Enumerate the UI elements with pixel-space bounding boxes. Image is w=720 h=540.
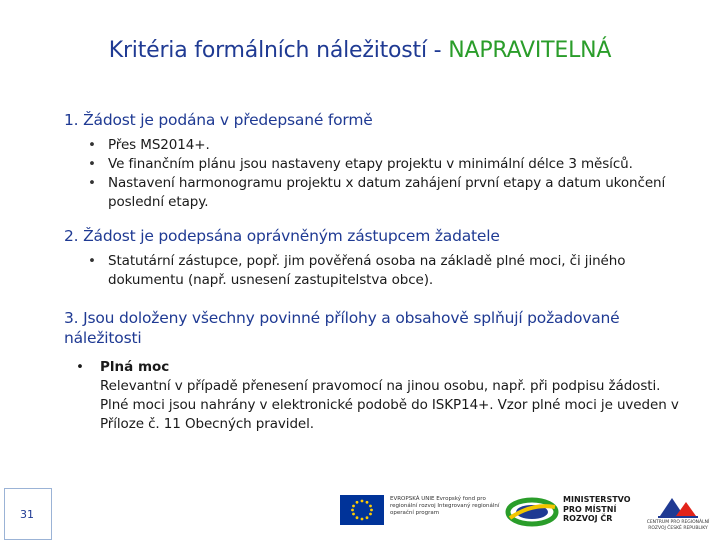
mmr-logo <box>505 493 635 533</box>
crr-emblem-icon <box>640 490 716 520</box>
mmr-emblem-icon <box>505 493 559 531</box>
section-heading-3: 3. Jsou doloženy všechny povinné přílohy a obsahově splňují požadované náležitosti <box>64 309 620 347</box>
page-number: 31 <box>20 508 34 521</box>
section-1-list <box>64 136 694 212</box>
crr-logo-text: CENTRUM PRO REGIONÁLNÍ ROZVOJ ČESKÉ REPUBLIKY <box>646 520 710 531</box>
section-heading-2: 2. Žádost je podepsána oprávněným zástupcem žadatele <box>64 227 500 245</box>
title-main: Kritéria formálních náležitostí - <box>108 38 449 63</box>
main-content <box>64 110 694 434</box>
eu-logo <box>340 493 500 533</box>
footer <box>0 488 720 540</box>
plna-moc-block <box>64 358 694 434</box>
list-item: • Přes MS2014+. <box>84 136 694 155</box>
title-accent: NAPRAVITELNÁ <box>448 38 612 63</box>
eu-logo-text: EVROPSKÁ UNIE Evropský fond pro regionální rozvoj Integrovaný regionální operační program <box>390 496 500 516</box>
section-heading-1: 1. Žádost je podána v předepsané formě <box>64 111 373 129</box>
eu-flag-icon <box>340 493 384 527</box>
list-item: • Statutární zástupce, popř. jim pověřená osoba na základě plné moci, či jiného dokumentu (např. usnesení zastupitelstva obce). <box>84 252 694 290</box>
list-item: • Nastavení harmonogramu projektu x datum zahájení první etapy a datum ukončení poslední etapy. <box>84 174 694 212</box>
plna-moc-line-1: Relevantní v případě přenesení pravomocí na jinou osobu, např. při podpisu žádosti. <box>100 378 661 394</box>
section-2-list <box>64 252 694 290</box>
crr-logo <box>640 490 716 536</box>
plna-moc-label: • Plná moc <box>74 358 694 377</box>
page-title <box>0 38 720 63</box>
list-item: • Ve finančním plánu jsou nastaveny etapy projektu v minimální délce 3 měsíců. <box>84 155 694 174</box>
plna-moc-line-2: Plné moci jsou nahrány v elektronické podobě do ISKP14+. Vzor plné moci je uveden v Příloze č. 11 Obecných pravidel. <box>100 397 679 432</box>
mmr-logo-text: MINISTERSTVO PRO MÍSTNÍ ROZVOJ ČR <box>563 495 631 523</box>
